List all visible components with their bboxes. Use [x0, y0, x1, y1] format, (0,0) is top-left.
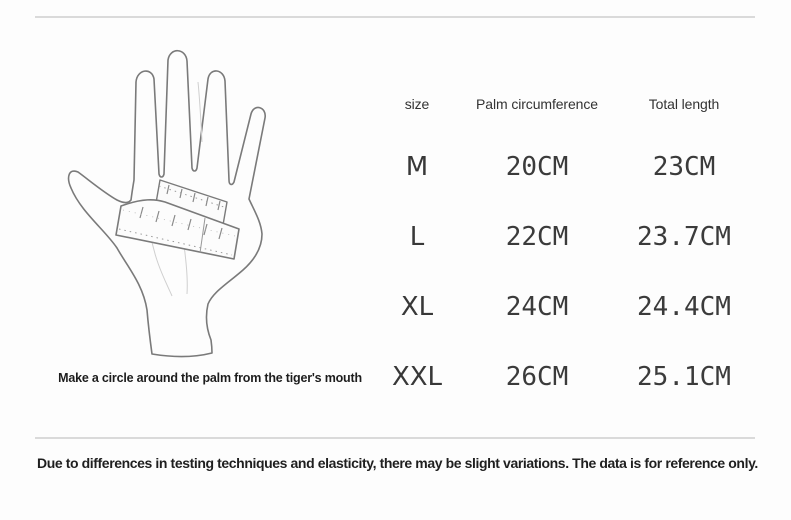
palm-cell-m: 20CM — [505, 152, 569, 182]
top-divider — [35, 16, 755, 18]
size-cell-m: M — [405, 152, 429, 182]
column-header-total-length: Total length — [648, 96, 720, 112]
palm-cell-l: 22CM — [505, 222, 569, 252]
column-header-palm-circumference: Palm circumference — [476, 96, 598, 112]
hand-measurement-figure — [55, 22, 355, 362]
total-cell-m: 23CM — [652, 152, 716, 182]
total-cell-xxl: 25.1CM — [637, 362, 731, 392]
disclaimer-footnote: Due to differences in testing techniques and elasticity, there may be slight variations. The data is for reference only. — [37, 455, 758, 471]
hand-with-measuring-tape-icon — [55, 22, 355, 362]
size-cell-l: L — [409, 222, 425, 252]
size-table — [377, 76, 751, 412]
size-cell-xl: XL — [400, 292, 434, 322]
column-header-size: size — [404, 96, 430, 112]
bottom-divider — [35, 437, 755, 439]
figure-caption: Make a circle around the palm from the tiger's mouth — [58, 371, 362, 385]
palm-cell-xxl: 26CM — [505, 362, 569, 392]
total-cell-xl: 24.4CM — [637, 292, 731, 322]
total-cell-l: 23.7CM — [637, 222, 731, 252]
palm-cell-xl: 24CM — [505, 292, 569, 322]
size-cell-xxl: XXL — [391, 362, 443, 392]
